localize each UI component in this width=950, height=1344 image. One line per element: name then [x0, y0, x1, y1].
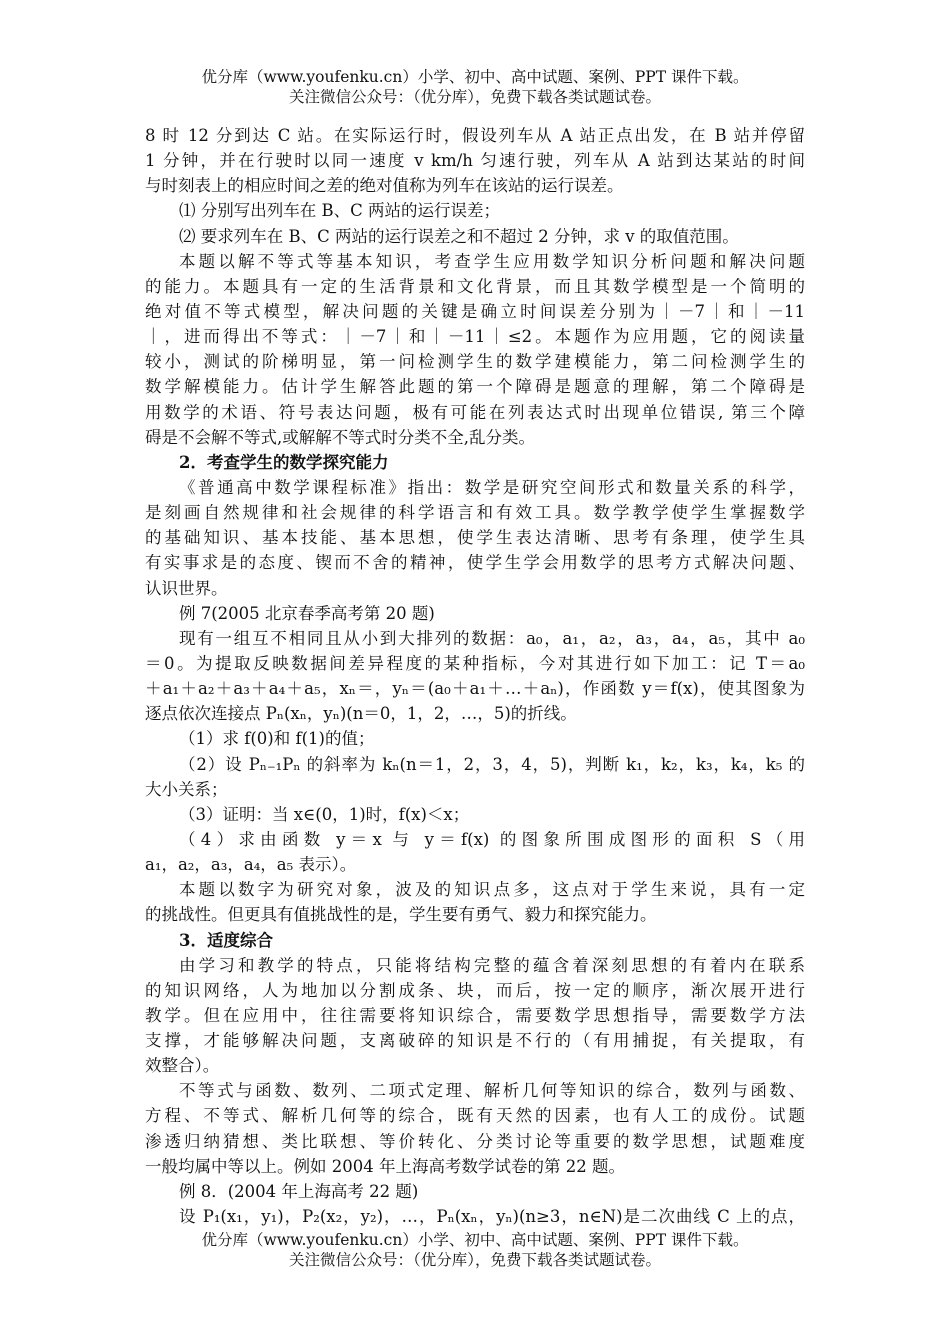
text-line: 用数学的术语、符号表达问题，极有可能在列表达式时出现单位错误, 第三个障 — [145, 402, 805, 422]
text-line: ＋a₁＋a₂＋a₃＋a₄＋a₅，xₙ＝，yₙ＝(a₀＋a₁＋…＋aₙ)，作函数 y＝f(x)，使其图象为 — [145, 679, 805, 699]
text-line: 绝对值不等式模型，解决问题的关键是确立时间误差分别为｜－7｜和｜－11 — [145, 301, 805, 321]
text-line: 是刻画自然规律和社会规律的科学语言和有效工具。数学教学使学生掌握数学 — [145, 503, 805, 523]
text-line: 逐点依次连接点 Pₙ(xₙ，yₙ)(n＝0，1，2，…，5)的折线。 — [145, 704, 577, 724]
question-item: ⑴ 分别写出列车在 B、C 两站的运行误差； — [179, 201, 500, 221]
paragraph-line: 现有一组互不相同且从小到大排列的数据：a₀，a₁，a₂，a₃，a₄，a₅，其中 a₀ — [179, 628, 805, 648]
text-line: 渗透归纳猜想、类比联想、等价转化、分类讨论等重要的数学思想，试题难度 — [145, 1131, 805, 1151]
page-header — [0, 67, 950, 107]
footer-line-1: 优分库（www.youfenku.cn）小学、初中、高中试题、案例、PPT 课件下载。 — [201, 1231, 749, 1249]
question-item: （2）设 Pₙ₋₁Pₙ 的斜率为 kₙ(n＝1，2，3，4，5)，判断 k₁，k₂，k₃，k₄，k₅ 的 — [179, 754, 805, 774]
example-title: 例 7(2005 北京春季高考第 20 题) — [179, 603, 435, 623]
example-title: 例 8．(2004 年上海高考 22 题) — [179, 1181, 419, 1201]
paragraph-line: 本题以解不等式等基本知识，考查学生应用数学知识分析问题和解决问题 — [179, 251, 805, 271]
text-line: 的基础知识、基本技能、基本思想，使学生表达清晰、思考有条理，使学生具 — [145, 528, 805, 548]
question-item: （3）证明：当 x∈(0，1)时，f(x)＜x； — [179, 804, 470, 824]
paragraph-line: 由学习和教学的特点，只能将结构完整的蕴含着深刻思想的有着内在联系 — [179, 955, 805, 975]
text-line: a₁，a₂，a₃，a₄，a₅ 表示）。 — [145, 855, 357, 875]
text-line: 数学解模能力。估计学生解答此题的第一个障碍是题意的理解，第二个障碍是 — [145, 377, 805, 397]
text-line: 一般均属中等以上。例如 2004 年上海高考数学试卷的第 22 题。 — [145, 1156, 625, 1176]
text-line: 碍是不会解不等式,或解解不等式时分类不全,乱分类。 — [145, 427, 535, 447]
text-line: 教学。但在应用中，往往需要将知识综合，需要数学思想指导，需要数学方法 — [145, 1005, 805, 1025]
document-body — [145, 123, 805, 1229]
header-line-2: 关注微信公众号：（优分库），免费下载各类试题试卷。 — [288, 88, 661, 106]
paragraph-line: 本题以数字为研究对象，波及的知识点多，这点对于学生来说，具有一定 — [179, 880, 805, 900]
text-line: 较小，测试的阶梯明显，第一问检测学生的数学建模能力，第二问检测学生的 — [145, 352, 805, 372]
text-line: ｜，进而得出不等式：｜－7｜和｜－11｜≤2。本题作为应用题，它的阅读量 — [145, 327, 805, 347]
question-item: ⑵ 要求列车在 B、C 两站的运行误差之和不超过 2 分钟，求 v 的取值范围。 — [179, 226, 739, 246]
paragraph-line: 《普通高中数学课程标准》指出：数学是研究空间形式和数量关系的科学， — [179, 477, 805, 497]
footer-line-2: 关注微信公众号：（优分库），免费下载各类试题试卷。 — [288, 1251, 661, 1269]
text-line: 认识世界。 — [145, 578, 228, 598]
section-heading: 3．适度综合 — [179, 930, 273, 950]
section-heading: 2．考查学生的数学探究能力 — [179, 452, 389, 472]
text-line: 的能力。本题具有一定的生活背景和文化背景，而且其数学模型是一个简明的 — [145, 276, 805, 296]
text-line: 大小关系； — [145, 779, 228, 799]
text-line: 的挑战性。但更具有值挑战性的是，学生要有勇气、毅力和探究能力。 — [145, 905, 657, 925]
question-item: （4）求由函数 y＝x 与 y＝f(x) 的图象所围成图形的面积 S（用 — [179, 829, 805, 849]
paragraph-line: 设 P₁(x₁，y₁)，P₂(x₂，y₂)，…，Pₙ(xₙ，yₙ)(n≥3，n∈N)是二次曲线 C 上的点， — [179, 1207, 805, 1227]
text-line: 效整合）。 — [145, 1056, 220, 1076]
header-line-1: 优分库（www.youfenku.cn）小学、初中、高中试题、案例、PPT 课件下载。 — [201, 68, 749, 86]
text-line: 支撑，才能够解决问题，支离破碎的知识是不行的（有用捕捉，有关提取，有 — [145, 1031, 805, 1051]
text-line: 与时刻表上的相应时间之差的绝对值称为列车在该站的运行误差。 — [145, 176, 624, 196]
text-line: 1 分钟，并在行驶时以同一速度 v km/h 匀速行驶，列车从 A 站到达某站的时间 — [145, 151, 805, 171]
text-line: 方程、不等式、解析几何等的综合，既有天然的因素，也有人工的成份。试题 — [145, 1106, 805, 1126]
question-item: （1）求 f(0)和 f(1)的值； — [179, 729, 375, 749]
text-line: ＝0。为提取反映数据间差异程度的某种指标，今对其进行如下加工：记 T＝a₀ — [145, 653, 805, 673]
paragraph-line: 不等式与函数、数列、二项式定理、解析几何等知识的综合，数列与函数、 — [179, 1081, 805, 1101]
text-line: 8 时 12 分到达 C 站。在实际运行时，假设列车从 A 站正点出发，在 B 站并停留 — [145, 126, 805, 145]
page-footer — [0, 1230, 950, 1270]
text-line: 的知识网络，人为地加以分割成条、块，而后，按一定的顺序，渐次展开进行 — [145, 980, 805, 1000]
text-line: 有实事求是的态度、锲而不舍的精神，使学生学会用数学的思考方式解决问题、 — [145, 553, 805, 573]
